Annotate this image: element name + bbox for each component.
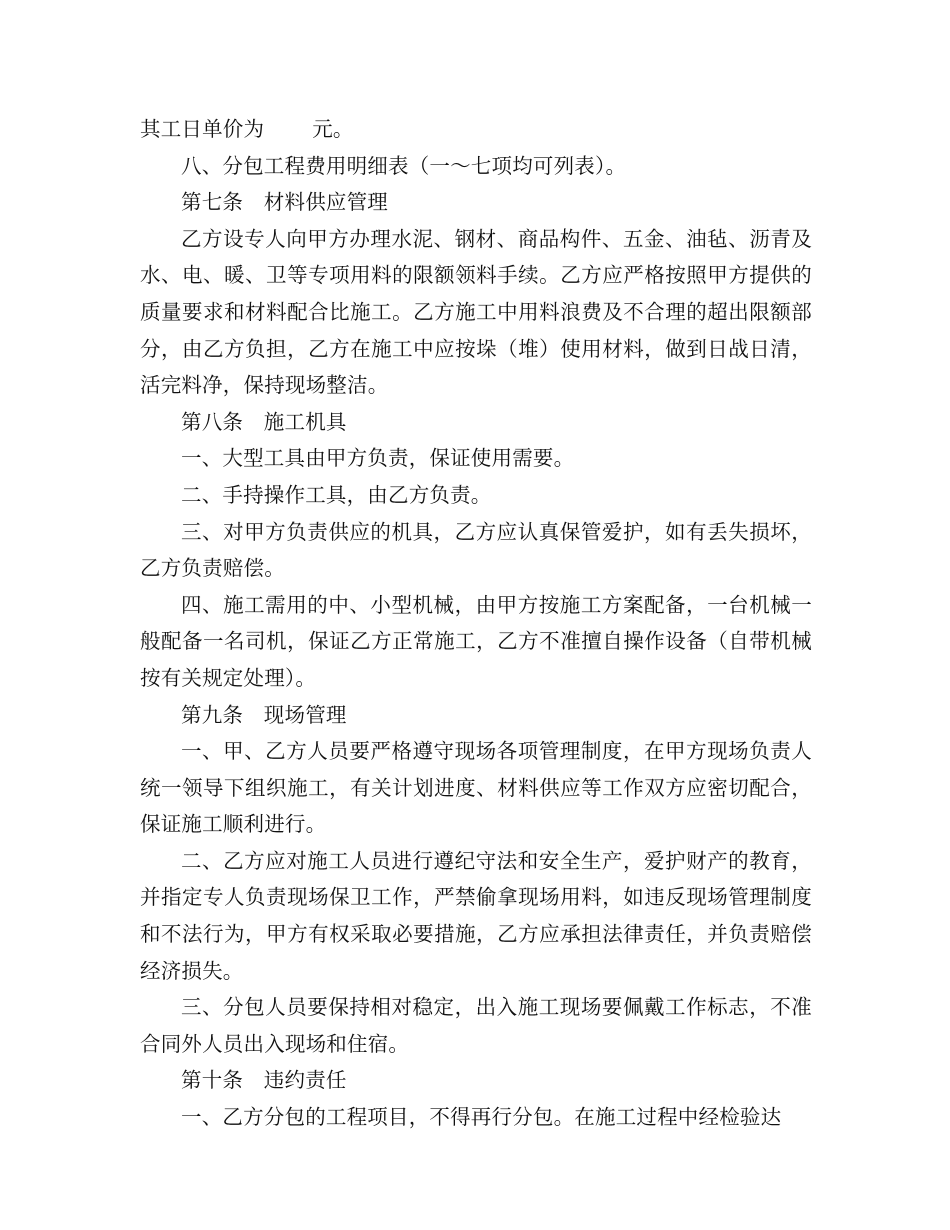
paragraph-cost-schedule: 八、分包工程费用明细表（一～七项均可列表）。 bbox=[181, 153, 627, 178]
paragraph-large-tools: 一、大型工具由甲方负责，保证使用需要。 bbox=[181, 446, 575, 471]
paragraph-hand-tools: 二、手持操作工具，由乙方负责。 bbox=[181, 482, 492, 507]
article-heading-9: 第九条 现场管理 bbox=[181, 702, 347, 727]
document-body bbox=[140, 111, 812, 1136]
paragraph-site-rules: 一、甲、乙方人员要严格遵守现场各项管理制度，在甲方现场负责人统一领导下组织施工，有关计划进度、材料供应等工作双方应密切配合，保证施工顺利进行。 bbox=[140, 739, 812, 837]
paragraph-text: 元。 bbox=[312, 117, 354, 141]
paragraph-personnel: 三、分包人员要保持相对稳定，出入施工现场要佩戴工作标志，不准合同外人员出入现场和住宿。 bbox=[140, 995, 812, 1056]
paragraph-no-subcontract: 一、乙方分包的工程项目，不得再行分包。在施工过程中经检验达 bbox=[181, 1105, 782, 1130]
paragraph-equipment-care: 三、对甲方负责供应的机具，乙方应认真保管爱护，如有丢失损坏，乙方负责赔偿。 bbox=[140, 519, 812, 581]
article-heading-7: 第七条 材料供应管理 bbox=[181, 190, 388, 215]
paragraph-safety-education: 二、乙方应对施工人员进行遵纪守法和安全生产，爱护财产的教育，并指定专人负责现场保卫工作，严禁偷拿现场用料，如违反现场管理制度和不法行为，甲方有权采取必要措施，乙方应承担法律责任，并负责赔偿经济损失。 bbox=[140, 848, 812, 983]
paragraph-text: 其工日单价为 bbox=[140, 117, 265, 141]
paragraph-material-supply: 乙方设专人向甲方办理水泥、钢材、商品构件、五金、油毡、沥青及水、电、暖、卫等专项用料的限额领料手续。乙方应严格按照甲方提供的质量要求和材料配合比施工。乙方施工中用料浪费及不合理的超出限额部分，由乙方负担，乙方在施工中应按垛（堆）使用材料，做到日战日清，活完料净，保持现场整洁。 bbox=[140, 226, 812, 398]
article-heading-10: 第十条 违约责任 bbox=[181, 1068, 347, 1093]
article-heading-8: 第八条 施工机具 bbox=[181, 409, 347, 434]
paragraph-machinery: 四、施工需用的中、小型机械，由甲方按施工方案配备，一台机械一般配备一名司机，保证乙方正常施工，乙方不准擅自操作设备（自带机械按有关规定处理）。 bbox=[140, 592, 812, 690]
paragraph-labor-unit-price bbox=[140, 111, 812, 148]
